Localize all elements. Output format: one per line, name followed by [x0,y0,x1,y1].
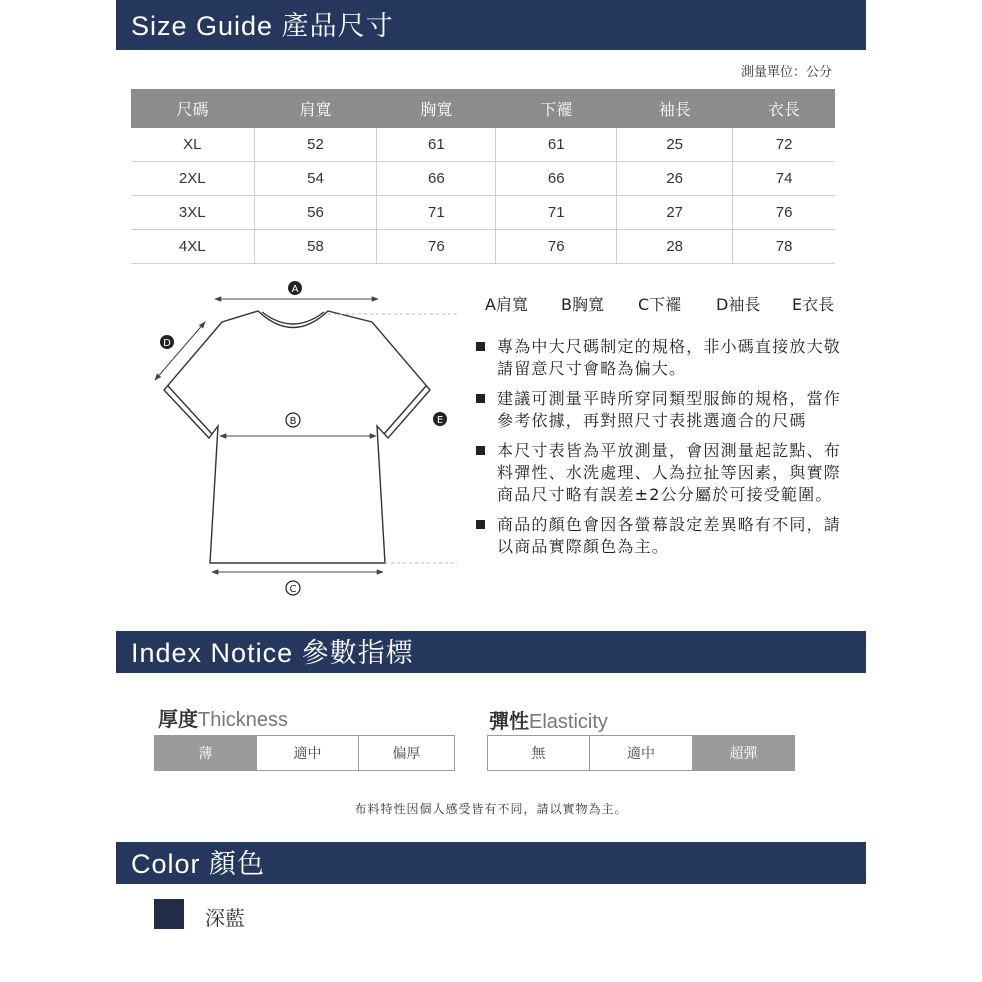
legend-item: A肩寬 [485,295,528,314]
legend-item: D袖長 [716,295,761,314]
color-name: 深藍 [205,906,245,930]
table-cell: 2XL [131,162,254,196]
table-cell: 54 [254,162,377,196]
elasticity-scale [487,735,795,771]
table-cell: 76 [733,196,835,230]
table-cell: 28 [617,230,733,264]
index-notice-title: Index Notice 參數指標 [131,638,414,668]
size-table-header-row [131,89,835,128]
table-cell: 27 [617,196,733,230]
table-row [131,162,835,196]
table-cell: 74 [733,162,835,196]
thickness-option: 薄 [155,736,256,770]
table-cell: 56 [254,196,377,230]
legend-item: B胸寬 [561,295,604,314]
marker-c [286,581,300,595]
thickness-label-zh: 厚度 [158,707,198,731]
fabric-note: 布料特性因個人感受皆有不同，請以實物為主。 [354,802,628,816]
color-header [116,842,866,884]
marker-e-label: E [436,415,444,426]
index-notice-header [116,631,866,673]
marker-b [286,413,300,427]
marker-a-label: A [291,284,299,295]
notes-list [476,336,846,566]
thickness-option: 偏厚 [358,736,454,770]
size-table [131,89,835,264]
table-row [131,230,835,264]
table-cell: 58 [254,230,377,264]
elasticity-title [489,705,608,734]
table-cell: 26 [617,162,733,196]
note-item: 專為中大尺碼制定的規格，非小碼直接放大敬請留意尺寸會略為偏大。 [476,336,846,380]
table-cell: 61 [496,128,617,162]
note-item: 建議可測量平時所穿同類型服飾的規格，當作參考依據，再對照尺寸表挑選適合的尺碼 [476,388,846,432]
table-cell: 25 [617,128,733,162]
table-cell: 52 [254,128,377,162]
legend-item: C下襬 [638,295,682,314]
table-cell: XL [131,128,254,162]
thickness-scale [154,735,455,771]
marker-b-label: B [289,416,297,427]
legend-item: E衣長 [792,295,835,314]
thickness-title [158,703,288,732]
table-row [131,196,835,230]
table-cell: 61 [377,128,496,162]
column-header: 下襬 [496,89,617,128]
column-header: 肩寬 [254,89,377,128]
column-header: 尺碼 [131,89,254,128]
marker-d-label: D [163,338,171,349]
column-header: 衣長 [733,89,835,128]
table-cell: 76 [377,230,496,264]
elasticity-label-en: Elasticity [529,711,608,733]
table-cell: 78 [733,230,835,264]
measurement-legend [485,292,834,315]
column-header: 胸寬 [377,89,496,128]
tshirt-diagram [140,278,460,608]
color-title: Color 顏色 [131,849,266,879]
table-cell: 72 [733,128,835,162]
marker-a [288,281,302,295]
elasticity-label-zh: 彈性 [489,709,529,733]
note-item: 本尺寸表皆為平放測量，會因測量起訖點、布料彈性、水洗處理、人為拉扯等因素，與實際商品尺寸略有誤差±2公分屬於可接受範圍。 [476,440,846,506]
marker-e [433,412,447,426]
thickness-option: 適中 [256,736,358,770]
table-cell: 4XL [131,230,254,264]
note-item: 商品的顏色會因各螢幕設定差異略有不同，請以商品實際顏色為主。 [476,514,846,558]
table-cell: 3XL [131,196,254,230]
tshirt-outline-icon [164,311,430,563]
size-guide-header [116,0,866,50]
thickness-label-en: Thickness [198,709,289,731]
elasticity-option: 無 [531,746,546,762]
table-row [131,128,835,162]
color-swatch [154,899,184,929]
table-cell: 66 [496,162,617,196]
table-cell: 71 [496,196,617,230]
size-guide-title: Size Guide 產品尺寸 [131,11,394,41]
marker-c-label: C [289,584,297,595]
table-cell: 66 [377,162,496,196]
table-cell: 71 [377,196,496,230]
elasticity-option: 超彈 [692,736,794,770]
column-header: 袖長 [617,89,733,128]
unit-note: 測量單位：公分 [740,65,832,80]
table-cell: 76 [496,230,617,264]
elasticity-option: 適中 [589,736,692,770]
marker-d [160,335,174,349]
